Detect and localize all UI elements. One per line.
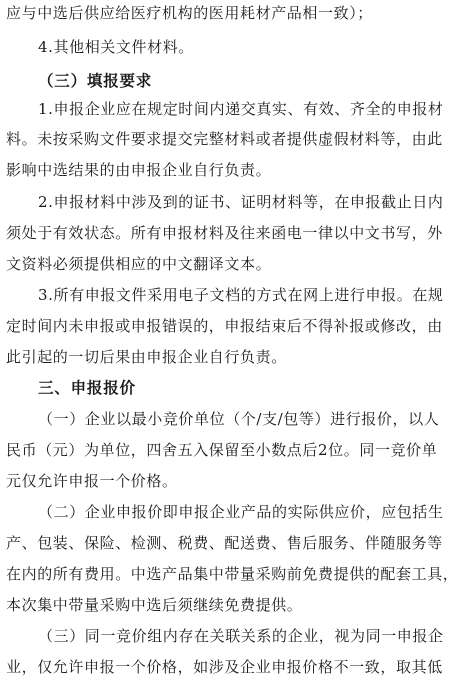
paragraph-line: 本次集中带量采购中选后须继续免费提供。: [6, 596, 303, 614]
paragraph-line: 1.申报企业应在规定时间内递交真实、有效、齐全的申报材: [38, 100, 444, 118]
paragraph-line: 业，仅允许申报一个价格，如涉及企业申报价格不一致，取其低: [6, 658, 443, 676]
paragraph-line: （二）企业申报价即申报企业产品的实际供应价，应包括生: [38, 503, 444, 521]
text-line: 应与中选后供应给医疗机构的医用耗材产品相一致）；: [6, 4, 373, 22]
paragraph-line: 须处于有效状态。所有申报材料及往来函电一律以中文书写，外: [6, 224, 443, 242]
section-heading-fill-requirements: （三）填报要求: [38, 72, 153, 90]
paragraph-line: 在内的所有费用。中选产品集中带量采购前免费提供的配套工具，: [6, 565, 459, 583]
section-heading-bid-quotation: 三、申报报价: [38, 379, 136, 397]
paragraph-line: 2.申报材料中涉及到的证书、证明材料等，在申报截止日内: [38, 193, 444, 211]
paragraph-line: （三）同一竞价组内存在关联关系的企业，视为同一申报企: [38, 627, 444, 645]
paragraph-line: 影响中选结果的由申报企业自行负责。: [6, 161, 272, 179]
paragraph-line: 元仅允许申报一个价格。: [6, 472, 178, 490]
paragraph-line: 料。未按采购文件要求提交完整材料或者提供虚假材料等，由此: [6, 130, 443, 148]
paragraph-line: 产、包装、保险、检测、税费、配送费、售后服务、伴随服务等: [6, 534, 443, 552]
paragraph-line: 3.所有申报文件采用电子文档的方式在网上进行申报。在规: [38, 286, 444, 304]
paragraph-line: 此引起的一切后果由申报企业自行负责。: [6, 348, 287, 366]
paragraph-line: 民币（元）为单位，四舍五入保留至小数点后2位。同一竞价单: [6, 441, 438, 459]
paragraph-line: 文资料必须提供相应的中文翻译文本。: [6, 255, 272, 273]
paragraph-line: （一）企业以最小竞价单位（个/支/包等）进行报价，以人: [38, 410, 440, 428]
paragraph-line: 定时间内未申报或申报错误的，申报结束后不得补报或修改，由: [6, 317, 443, 335]
list-item-4: 4.其他相关文件材料。: [38, 38, 194, 56]
